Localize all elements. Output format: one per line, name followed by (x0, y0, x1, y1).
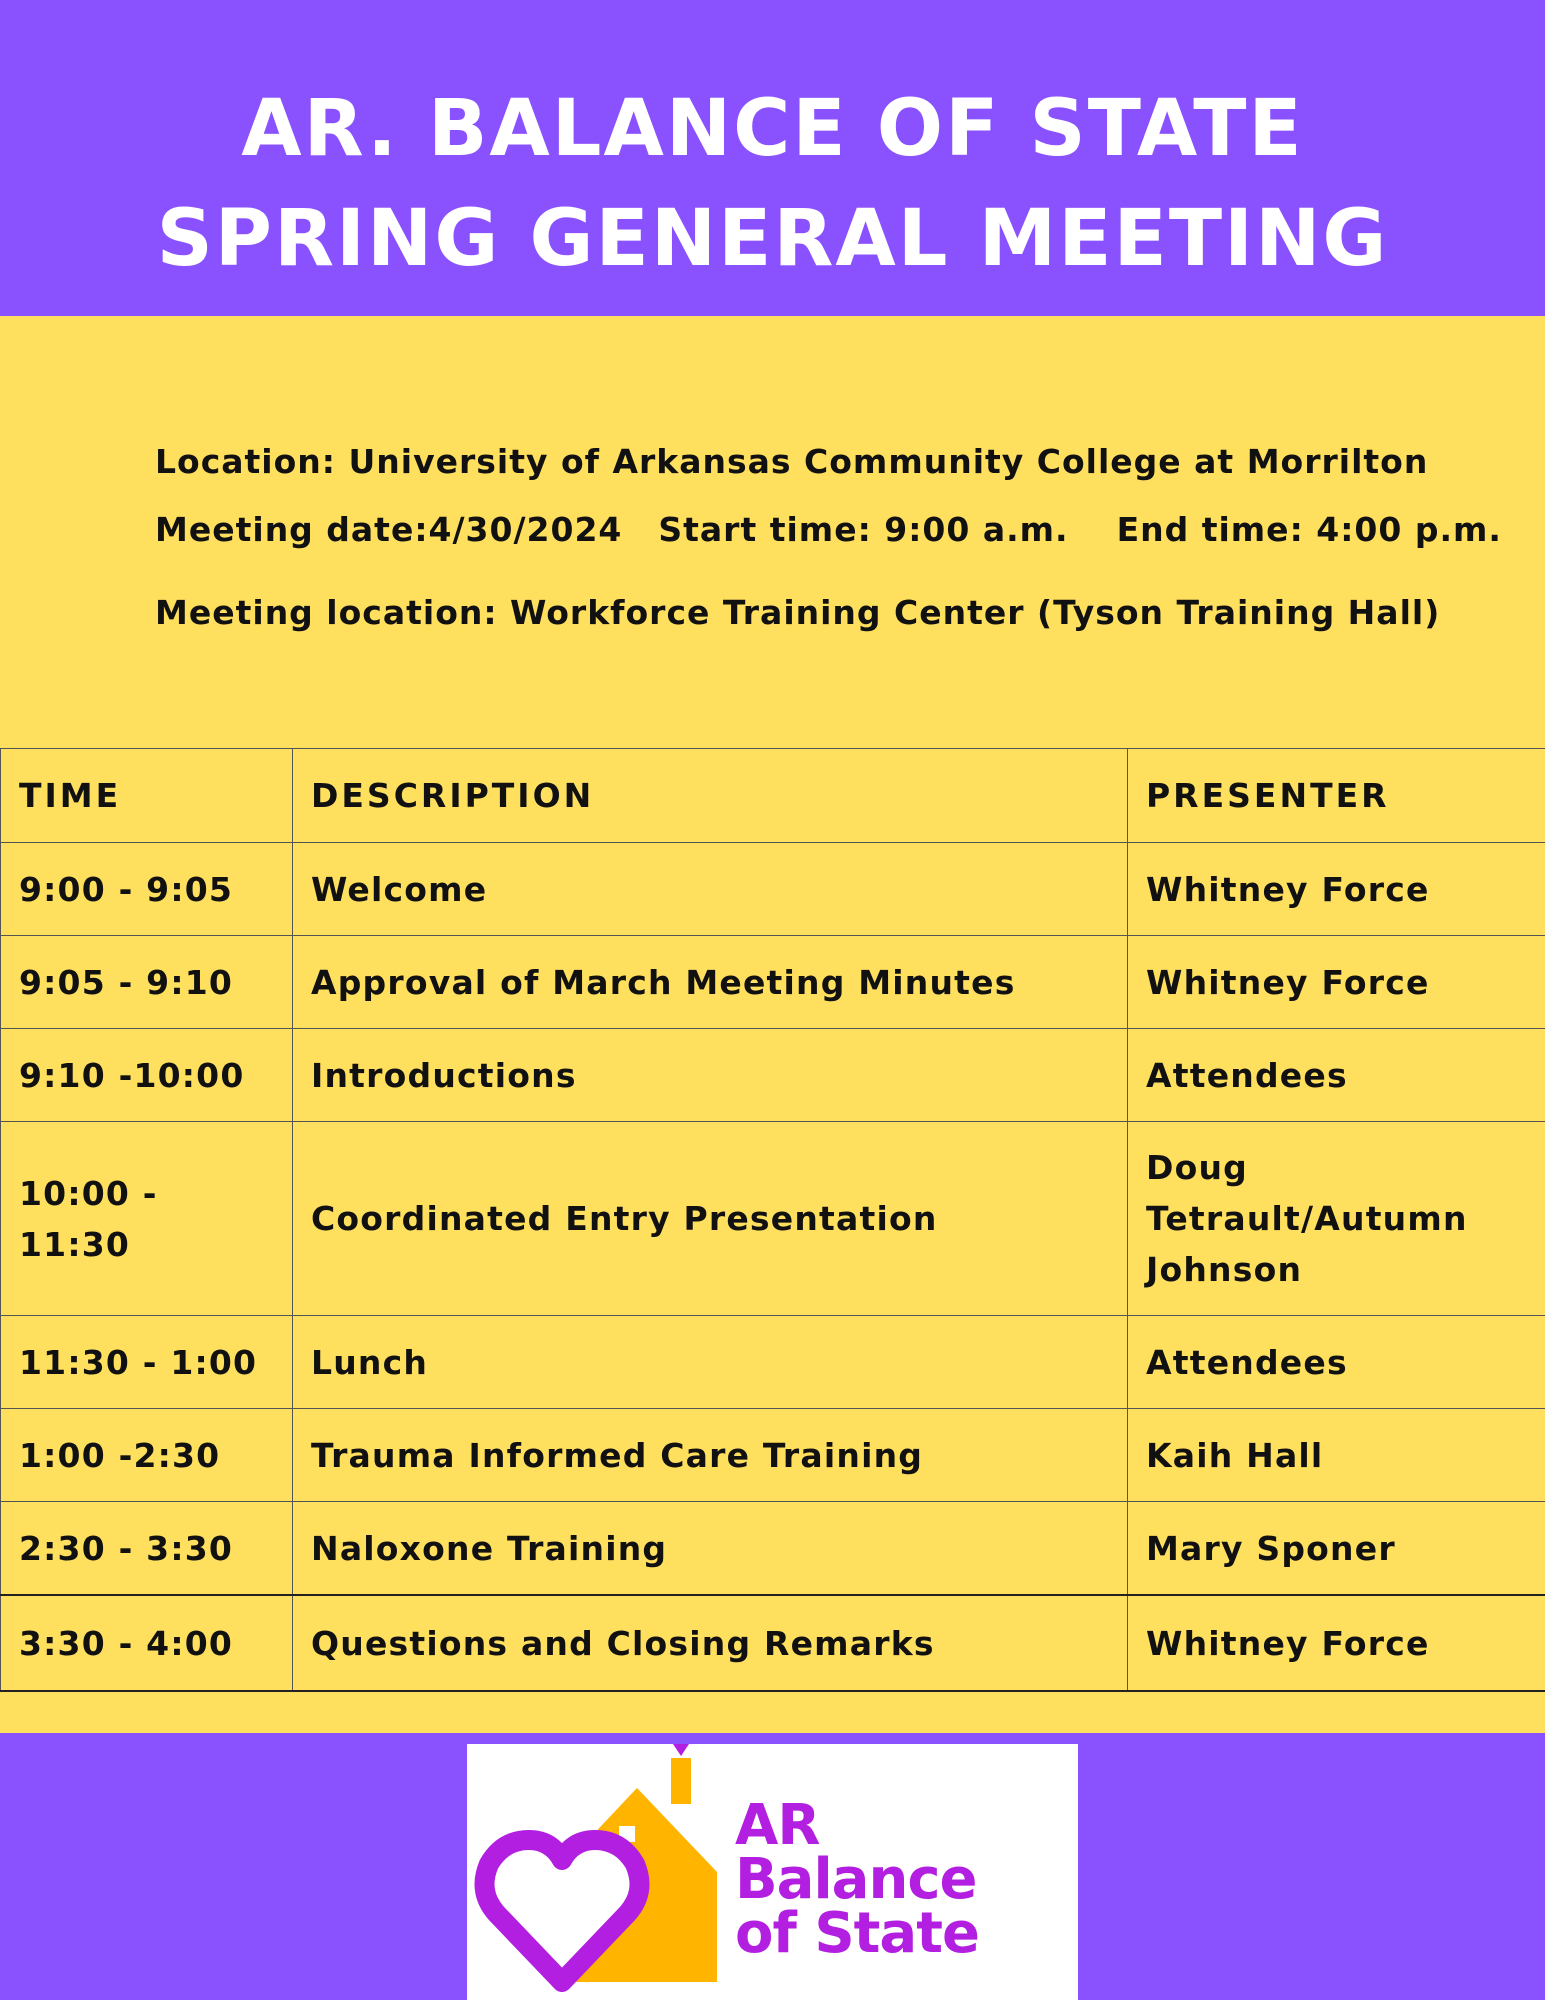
logo (467, 1744, 1078, 2000)
row-time: 3:30 - 4:00 (1, 1595, 293, 1691)
start-time: Start time: 9:00 a.m. (658, 510, 1069, 549)
header-presenter: PRESENTER (1128, 749, 1545, 843)
end-time: End time: 4:00 p.m. (1116, 510, 1502, 549)
row-description: Trauma Informed Care Training (293, 1409, 1128, 1502)
logo-text-line1: AR (735, 1793, 820, 1858)
page-title-line2: SPRING GENERAL MEETING (156, 194, 1389, 284)
table-row (1, 936, 1545, 1029)
row-presenter: Whitney Force (1128, 843, 1545, 936)
table-row (1, 1502, 1545, 1596)
row-description: Questions and Closing Remarks (293, 1595, 1128, 1691)
row-presenter: Doug Tetrault/Autumn Johnson (1128, 1122, 1545, 1316)
row-time: 9:10 -10:00 (1, 1029, 293, 1122)
row-presenter: Kaih Hall (1128, 1409, 1545, 1502)
header-time: TIME (1, 749, 293, 843)
row-time: 9:00 - 9:05 (1, 843, 293, 936)
row-description: Approval of March Meeting Minutes (293, 936, 1128, 1029)
meeting-location-text: Meeting location: Workforce Training Center (Tyson Training Hall) (155, 593, 1441, 632)
row-presenter: Whitney Force (1128, 1595, 1545, 1691)
row-presenter: Attendees (1128, 1316, 1545, 1409)
table-row (1, 1316, 1545, 1409)
row-presenter: Mary Sponer (1128, 1502, 1545, 1596)
row-description: Welcome (293, 843, 1128, 936)
row-time: 10:00 - 11:30 (1, 1122, 293, 1316)
meeting-date: Meeting date:4/30/2024 (155, 510, 623, 549)
table-row (1, 1595, 1545, 1691)
chimney-heart-icon (673, 1744, 689, 1756)
table-row (1, 1409, 1545, 1502)
header-description: DESCRIPTION (293, 749, 1128, 843)
row-time: 9:05 - 9:10 (1, 936, 293, 1029)
row-description: Naloxone Training (293, 1502, 1128, 1596)
table-row (1, 1029, 1545, 1122)
table-header-row (1, 749, 1545, 843)
row-time: 11:30 - 1:00 (1, 1316, 293, 1409)
row-presenter: Attendees (1128, 1029, 1545, 1122)
row-time: 2:30 - 3:30 (1, 1502, 293, 1596)
table-row (1, 1122, 1545, 1316)
page-title-line1: AR. BALANCE OF STATE (241, 84, 1304, 174)
logo-text-line2: Balance (735, 1847, 977, 1912)
agenda-table (0, 748, 1545, 1692)
meeting-times (155, 510, 1502, 549)
logo-text-line3: of State (735, 1901, 979, 1966)
row-presenter: Whitney Force (1128, 936, 1545, 1029)
row-time: 1:00 -2:30 (1, 1409, 293, 1502)
location-text: Location: University of Arkansas Community College at Morrilton (155, 442, 1429, 481)
table-row (1, 843, 1545, 936)
row-description: Lunch (293, 1316, 1128, 1409)
chimney-icon (671, 1758, 691, 1804)
row-description: Coordinated Entry Presentation (293, 1122, 1128, 1316)
logo-text (735, 1793, 979, 1966)
row-description: Introductions (293, 1029, 1128, 1122)
